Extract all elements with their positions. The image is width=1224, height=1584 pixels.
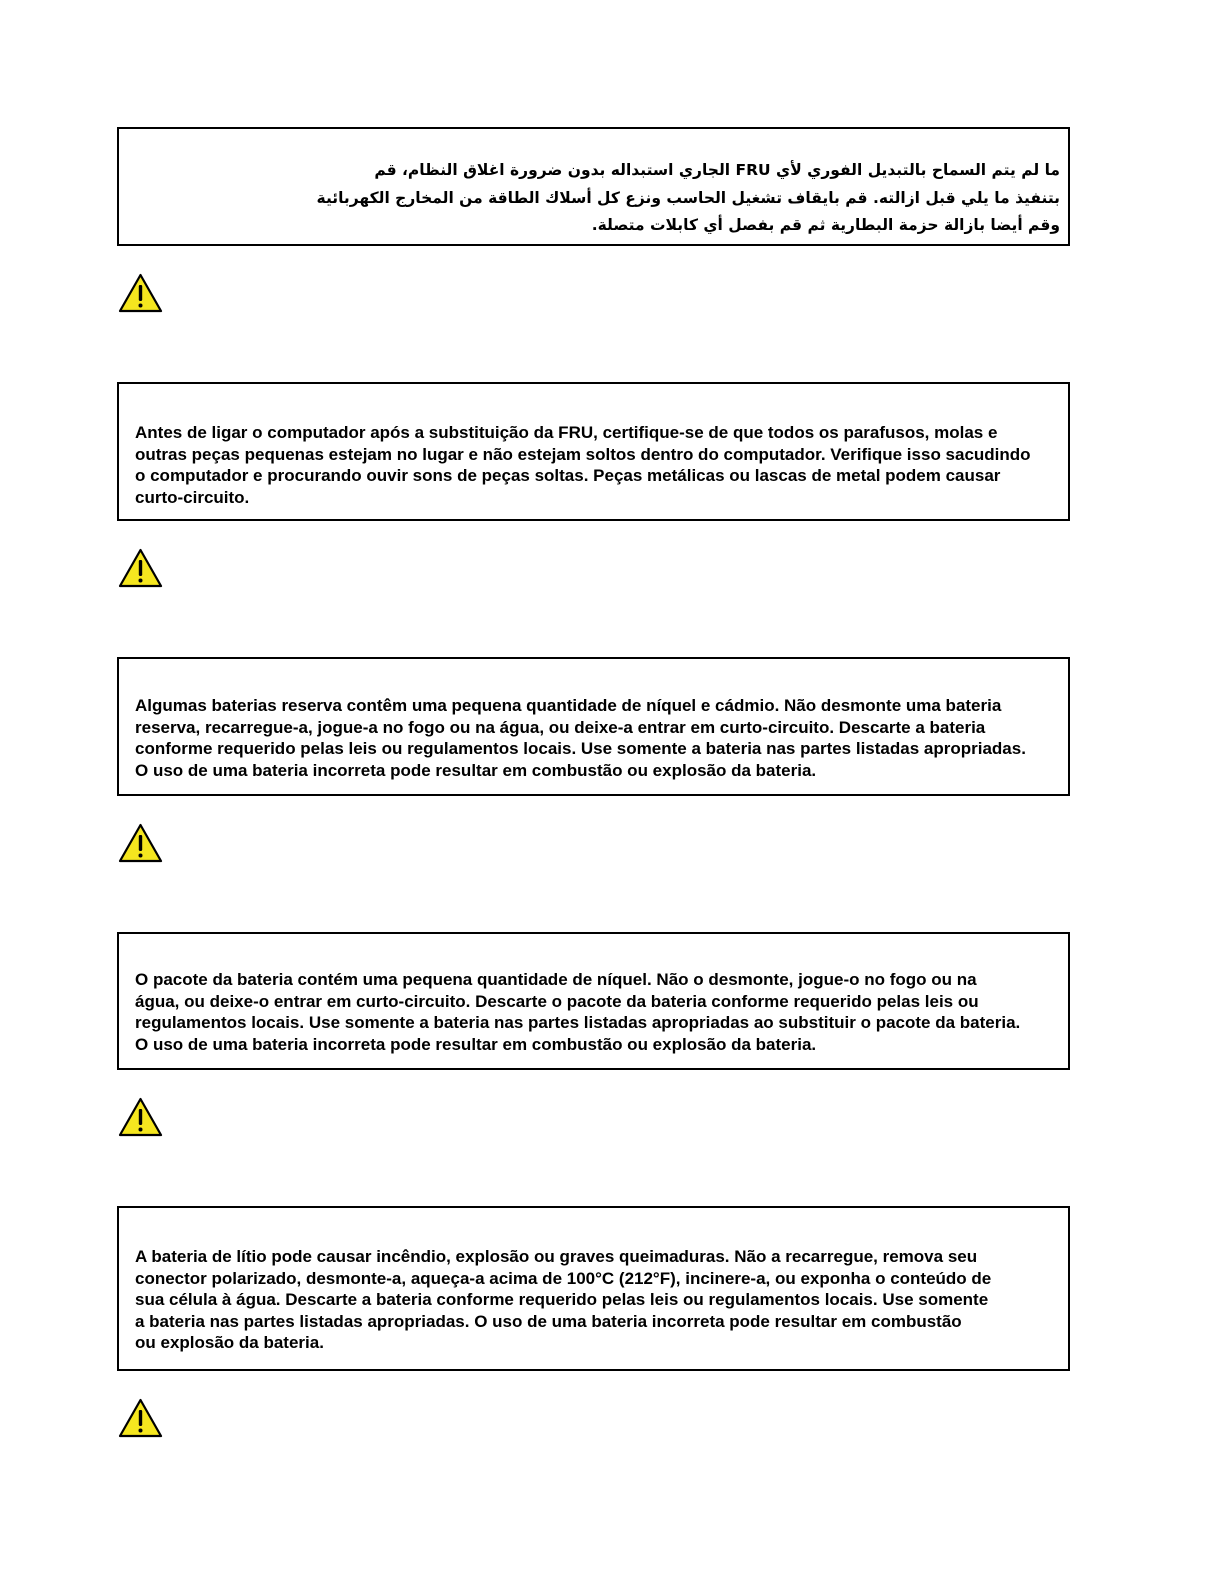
warning-triangle-icon [118, 823, 163, 863]
notice-text-5 [135, 1246, 1064, 1354]
warning-triangle-icon [118, 273, 163, 313]
notice-line: O pacote da bateria contém uma pequena quantidade de níquel. Não o desmonte, jogue-o no fogo ou na [135, 970, 977, 989]
notice-line: regulamentos locais. Use somente a bateria nas partes listadas apropriadas ao substituir o pacote da bateria. [135, 1013, 1021, 1032]
notice-line: reserva, recarregue-a, jogue-a no fogo ou na água, ou deixe-a entrar em curto-circuito. Descarte a bateria [135, 717, 986, 737]
notice-line: A bateria de lítio pode causar incêndio, explosão ou graves queimaduras. Não a recarregue, remova seu [135, 1247, 978, 1266]
notice-line: Algumas baterias reserva contêm uma pequena quantidade de níquel e cádmio. Não desmonte uma bateria [135, 696, 1002, 715]
notice-text-4 [135, 969, 1064, 1055]
notice-box-1 [117, 127, 1070, 246]
warning-triangle-icon [118, 548, 163, 588]
notice-box-3 [117, 657, 1070, 796]
notice-line: a bateria nas partes listadas apropriadas. O uso de uma bateria incorreta pode resultar em combustão [135, 1311, 962, 1331]
notice-text-2 [135, 422, 1064, 508]
warning-triangle-icon [118, 1097, 163, 1137]
notice-line: O uso de uma bateria incorreta pode resultar em combustão ou explosão da bateria. [135, 760, 817, 780]
notice-box-5 [117, 1206, 1070, 1371]
notice-box-2 [117, 382, 1070, 521]
notice-line: o computador e procurando ouvir sons de peças soltas. Peças metálicas ou lascas de metal podem causar [135, 466, 1001, 485]
notice-text-3 [135, 695, 1064, 781]
notice-line: água, ou deixe-o entrar em curto-circuito. Descarte o pacote da bateria conforme requerido pelas leis ou [135, 991, 979, 1011]
notice-box-4 [117, 932, 1070, 1070]
notice-line: conector polarizado, desmonte-a, aqueça-a acima de 100°C (212°F), incinere-a, ou exponha o conteúdo de [135, 1268, 992, 1288]
notice-line: ما لم يتم السماح بالتبديل الفوري لأي FRU الجاري استبداله بدون ضرورة اغلاق النظام، قم [374, 161, 1060, 179]
notice-line: outras peças pequenas estejam no lugar e não estejam soltos dentro do computador. Verifique isso sacudindo [135, 444, 1031, 464]
notice-line: Antes de ligar o computador após a substituição da FRU, certifique-se de que todos os parafusos, molas e [135, 423, 998, 442]
notice-line: بتنفيذ ما يلي قبل ازالته. قم بايقاف تشغيل الحاسب ونزع كل أسلاك الطاقة من المخارج الكهربائية [316, 188, 1060, 207]
notice-line: ou explosão da bateria. [135, 1333, 324, 1352]
notice-line: وقم أيضا بازالة حزمة البطارية ثم قم بفصل أي كابلات متصلة. [591, 216, 1060, 234]
notice-text-1 [127, 157, 1060, 240]
notice-line: O uso de uma bateria incorreta pode resultar em combustão ou explosão da bateria. [135, 1034, 817, 1054]
notice-line: curto-circuito. [135, 487, 250, 507]
notice-line: sua célula à água. Descarte a bateria conforme requerido pelas leis ou regulamentos locais. Use somente [135, 1290, 989, 1309]
warning-triangle-icon [118, 1398, 163, 1438]
notice-line: conforme requerido pelas leis ou regulamentos locais. Use somente a bateria nas partes listadas apropriadas. [135, 739, 1026, 758]
